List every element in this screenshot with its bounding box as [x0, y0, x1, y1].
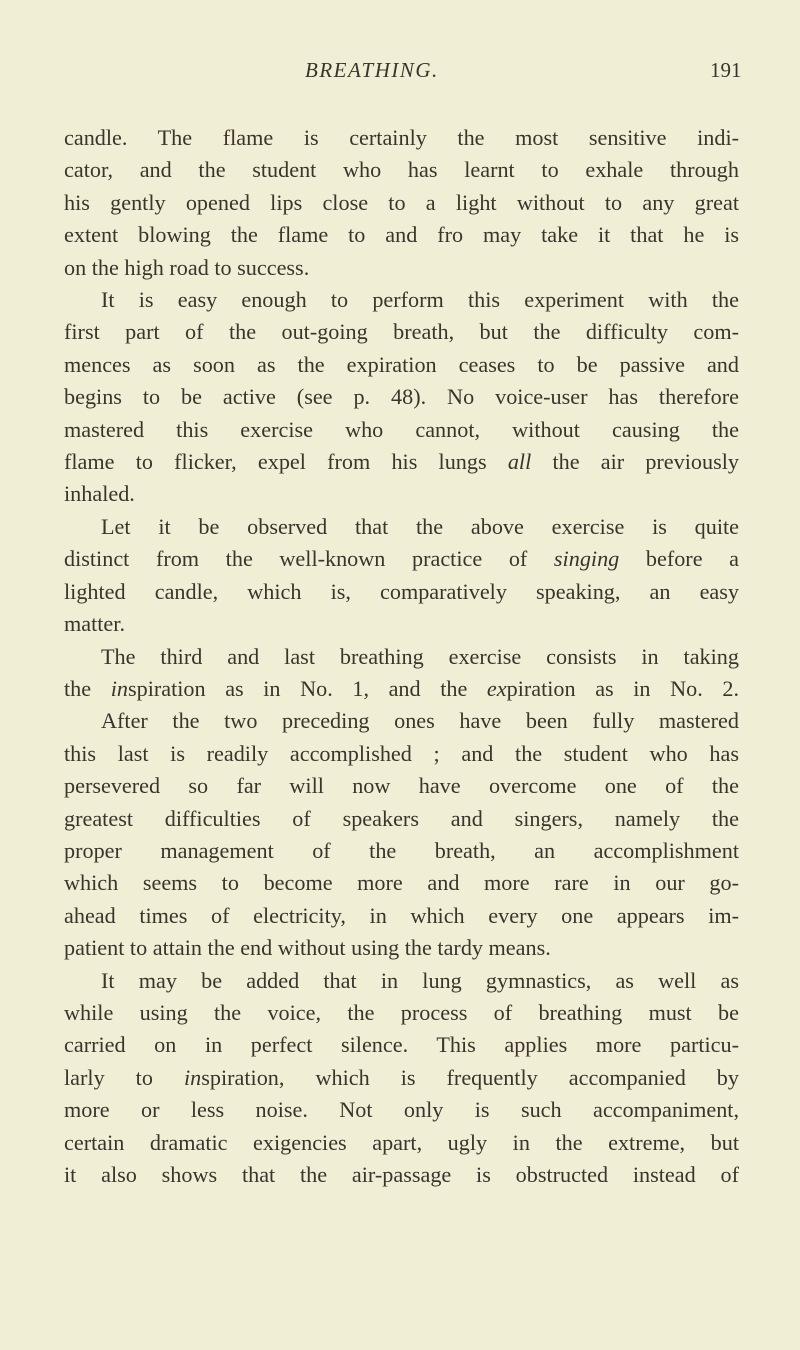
text-segment: on the high road to success. — [64, 254, 310, 280]
text-segment: before a — [619, 546, 740, 572]
text-line — [64, 900, 739, 932]
text-segment: patient to attain the end without using the tardy means. — [64, 935, 551, 961]
text-line — [64, 252, 739, 284]
text-line — [64, 511, 739, 543]
text-segment: while using the voice, the process of breathing must be — [64, 999, 739, 1025]
text-segment: it also shows that the air-passage is obstructed instead of — [64, 1162, 739, 1187]
text-segment: It is easy enough to perform this experiment with the — [101, 287, 739, 313]
text-segment: ahead times of electricity, in which every one appears im- — [64, 902, 739, 928]
text-line — [64, 932, 739, 964]
text-line — [64, 867, 739, 899]
text-segment: spiration as in No. 1, and the — [127, 675, 487, 701]
text-line — [64, 803, 739, 835]
text-line — [64, 997, 739, 1029]
text-segment: candle. The flame is certainly the most sensitive indi- — [64, 125, 739, 150]
text-line — [64, 478, 739, 510]
italic-text: in — [110, 675, 128, 701]
italic-text: singing — [553, 546, 620, 572]
text-segment: the air previously — [531, 449, 739, 475]
text-segment: cator, and the student who has learnt to exhale through — [64, 157, 739, 183]
text-segment: larly to — [64, 1064, 184, 1090]
text-segment: begins to be active (see p. 48). No voice-user has therefore — [64, 384, 739, 410]
text-segment: mastered this exercise who cannot, without causing the — [64, 416, 739, 442]
text-line — [64, 219, 739, 251]
text-segment: It may be added that in lung gymnastics, as well as — [101, 967, 739, 993]
page-number: 191 — [710, 58, 742, 82]
text-segment: lighted candle, which is, comparatively speaking, an easy — [64, 578, 739, 604]
text-line — [64, 154, 739, 186]
text-line — [64, 738, 739, 770]
text-segment: carried on in perfect silence. This applies more particu- — [64, 1032, 739, 1058]
text-line — [64, 381, 739, 413]
text-line — [64, 446, 739, 478]
text-line — [64, 284, 739, 316]
text-line — [64, 349, 739, 381]
text-line — [64, 543, 739, 575]
text-line — [64, 576, 739, 608]
text-segment: certain dramatic exigencies apart, ugly in the extreme, but — [64, 1129, 739, 1155]
text-segment: The third and last breathing exercise consists in taking — [101, 643, 739, 669]
text-segment: persevered so far will now have overcome one of the — [64, 773, 739, 799]
text-segment: proper management of the breath, an accomplishment — [64, 837, 739, 863]
text-segment: extent blowing the flame to and fro may take it that he is — [64, 222, 739, 248]
text-segment: mences as soon as the expiration ceases to be passive and — [64, 351, 739, 377]
text-segment: his gently opened lips close to a light without to any great — [64, 189, 739, 215]
text-segment: this last is readily accomplished ; and the student who has — [64, 740, 739, 766]
text-line — [64, 122, 739, 154]
text-line — [64, 1029, 739, 1061]
text-line — [64, 1127, 739, 1159]
text-line — [64, 187, 739, 219]
text-segment: matter. — [64, 611, 125, 637]
text-segment: first part of the out-going breath, but the difficulty com- — [64, 319, 739, 345]
text-segment: the — [64, 675, 111, 701]
italic-text: in — [183, 1064, 202, 1090]
italic-text: all — [507, 449, 532, 475]
text-segment: distinct from the well-known practice of — [64, 546, 554, 572]
text-segment: inhaled. — [64, 481, 135, 507]
text-line — [64, 641, 739, 673]
text-segment: piration as in No. 2. — [506, 675, 740, 701]
text-line — [64, 673, 739, 705]
text-line — [64, 1094, 739, 1126]
italic-text: ex — [486, 675, 507, 701]
text-line — [64, 965, 739, 997]
text-segment: more or less noise. Not only is such accompaniment, — [64, 1097, 739, 1123]
text-line — [64, 316, 739, 348]
text-line — [64, 835, 739, 867]
body-text — [64, 122, 739, 1191]
text-line — [64, 1062, 739, 1094]
text-segment: spiration, which is frequently accompanied by — [201, 1064, 739, 1090]
text-line — [64, 608, 739, 640]
text-segment: Let it be observed that the above exercise is quite — [101, 513, 739, 539]
text-line — [64, 1159, 739, 1191]
running-head: BREATHING. — [305, 58, 439, 82]
text-segment: After the two preceding ones have been fully mastered — [101, 708, 739, 734]
text-line — [64, 770, 739, 802]
text-segment: flame to flicker, expel from his lungs — [64, 449, 508, 475]
text-segment: greatest difficulties of speakers and singers, namely the — [64, 805, 739, 831]
text-segment: which seems to become more and more rare in our go- — [64, 870, 739, 896]
text-line — [64, 705, 739, 737]
text-line — [64, 414, 739, 446]
